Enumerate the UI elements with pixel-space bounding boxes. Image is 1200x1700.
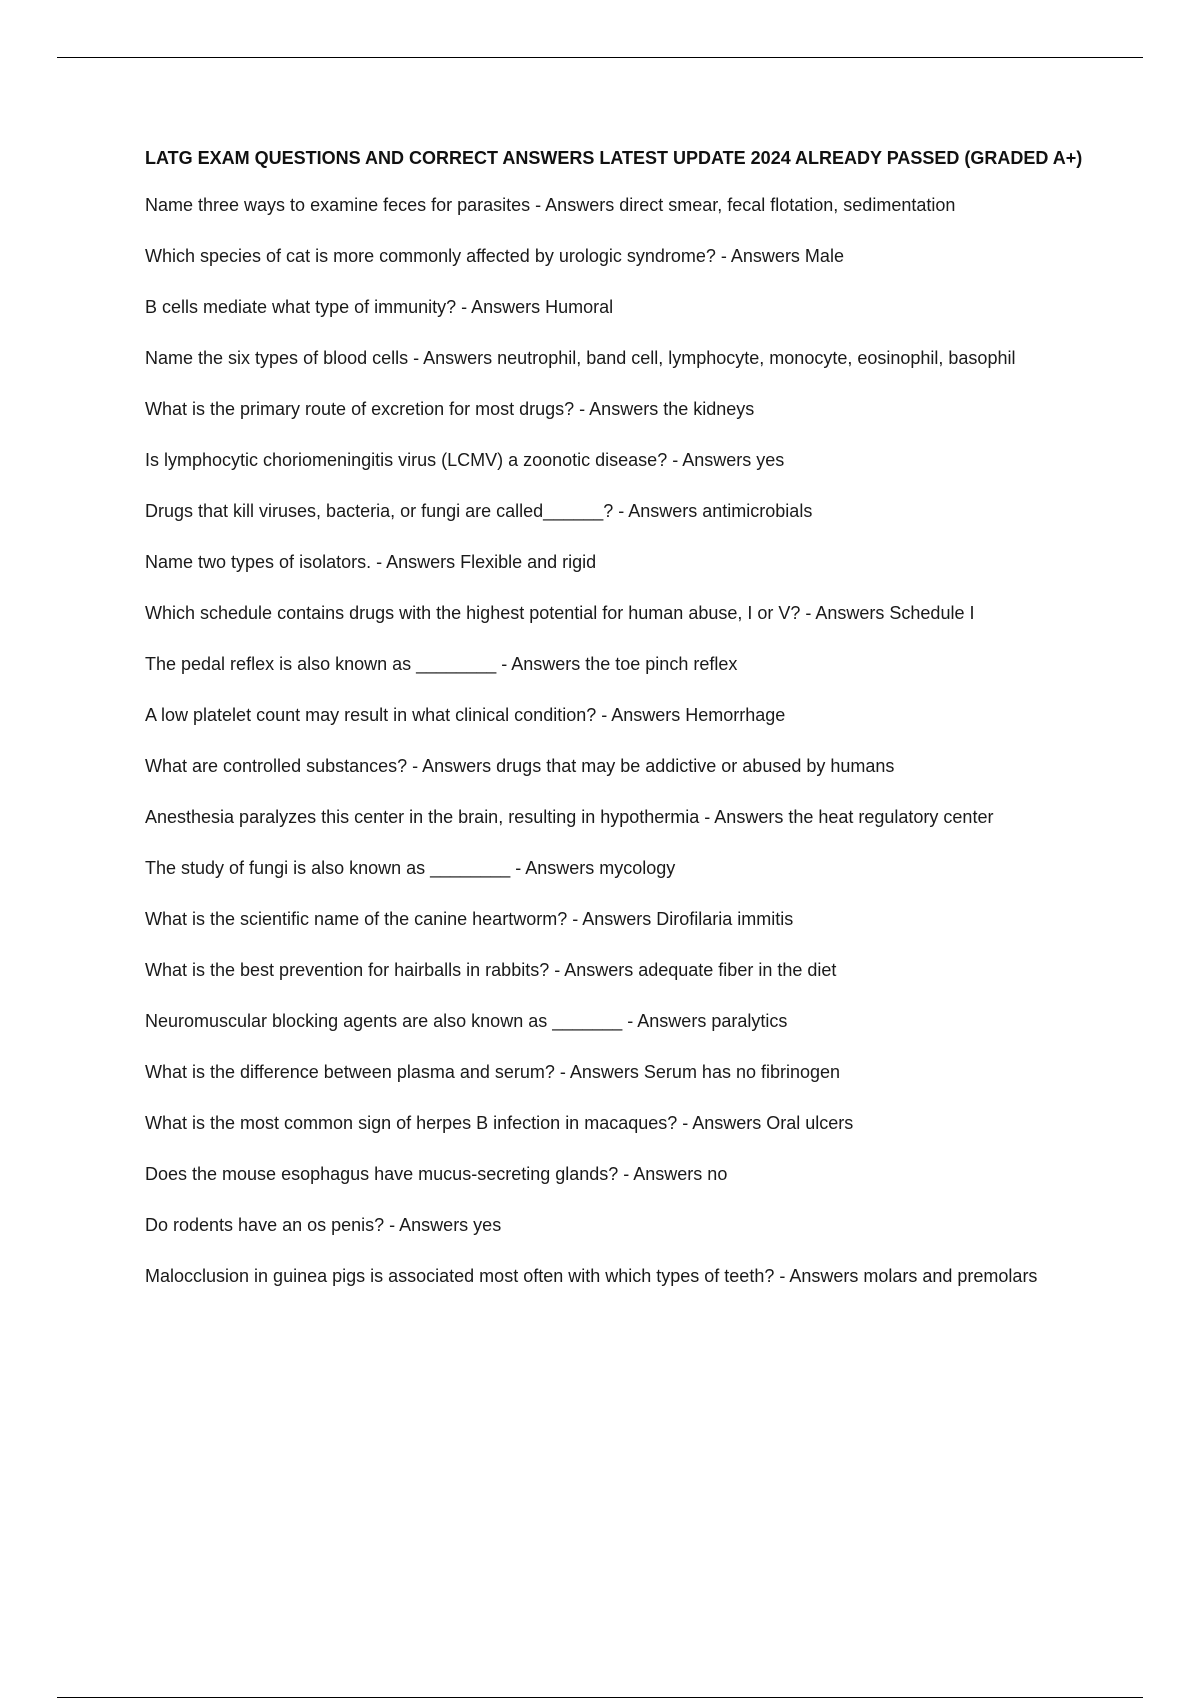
document-body bbox=[145, 142, 1085, 1311]
qa-item: What is the best prevention for hairballs in rabbits? - Answers adequate fiber in the diet bbox=[145, 960, 837, 980]
qa-item: What is the difference between plasma and serum? - Answers Serum has no fibrinogen bbox=[145, 1062, 841, 1082]
qa-item: Name three ways to examine feces for parasites - Answers direct smear, fecal flotation, sedimentation bbox=[145, 195, 956, 215]
qa-item: Which schedule contains drugs with the highest potential for human abuse, I or V? - Answers Schedule I bbox=[145, 603, 975, 623]
qa-list bbox=[145, 189, 1085, 1292]
qa-item: Name the six types of blood cells - Answers neutrophil, band cell, lymphocyte, monocyte, eosinophil, basophil bbox=[145, 348, 1016, 368]
qa-item: The pedal reflex is also known as ________ - Answers the toe pinch reflex bbox=[145, 654, 738, 674]
qa-item: What is the primary route of excretion for most drugs? - Answers the kidneys bbox=[145, 399, 755, 419]
qa-item: Drugs that kill viruses, bacteria, or fungi are called______? - Answers antimicrobials bbox=[145, 501, 813, 521]
qa-item: What is the most common sign of herpes B infection in macaques? - Answers Oral ulcers bbox=[145, 1113, 854, 1133]
qa-item: Do rodents have an os penis? - Answers yes bbox=[145, 1215, 502, 1235]
qa-item: A low platelet count may result in what clinical condition? - Answers Hemorrhage bbox=[145, 705, 786, 725]
qa-item: Malocclusion in guinea pigs is associated most often with which types of teeth? - Answers molars and premolars bbox=[145, 1266, 1038, 1286]
qa-item: Does the mouse esophagus have mucus-secreting glands? - Answers no bbox=[145, 1164, 728, 1184]
qa-item: Which species of cat is more commonly affected by urologic syndrome? - Answers Male bbox=[145, 246, 844, 266]
qa-item: B cells mediate what type of immunity? - Answers Humoral bbox=[145, 297, 614, 317]
top-divider bbox=[57, 57, 1143, 58]
bottom-divider bbox=[57, 1697, 1143, 1698]
qa-item: Anesthesia paralyzes this center in the brain, resulting in hypothermia - Answers the heat regulatory center bbox=[145, 807, 994, 827]
document-title: LATG EXAM QUESTIONS AND CORRECT ANSWERS LATEST UPDATE 2024 ALREADY PASSED (GRADED A+) bbox=[145, 148, 1083, 168]
qa-item: Neuromuscular blocking agents are also known as _______ - Answers paralytics bbox=[145, 1011, 788, 1031]
qa-item: What are controlled substances? - Answers drugs that may be addictive or abused by humans bbox=[145, 756, 895, 776]
qa-item: Is lymphocytic choriomeningitis virus (LCMV) a zoonotic disease? - Answers yes bbox=[145, 450, 785, 470]
qa-item: The study of fungi is also known as ________ - Answers mycology bbox=[145, 858, 676, 878]
qa-item: What is the scientific name of the canine heartworm? - Answers Dirofilaria immitis bbox=[145, 909, 794, 929]
qa-item: Name two types of isolators. - Answers Flexible and rigid bbox=[145, 552, 597, 572]
